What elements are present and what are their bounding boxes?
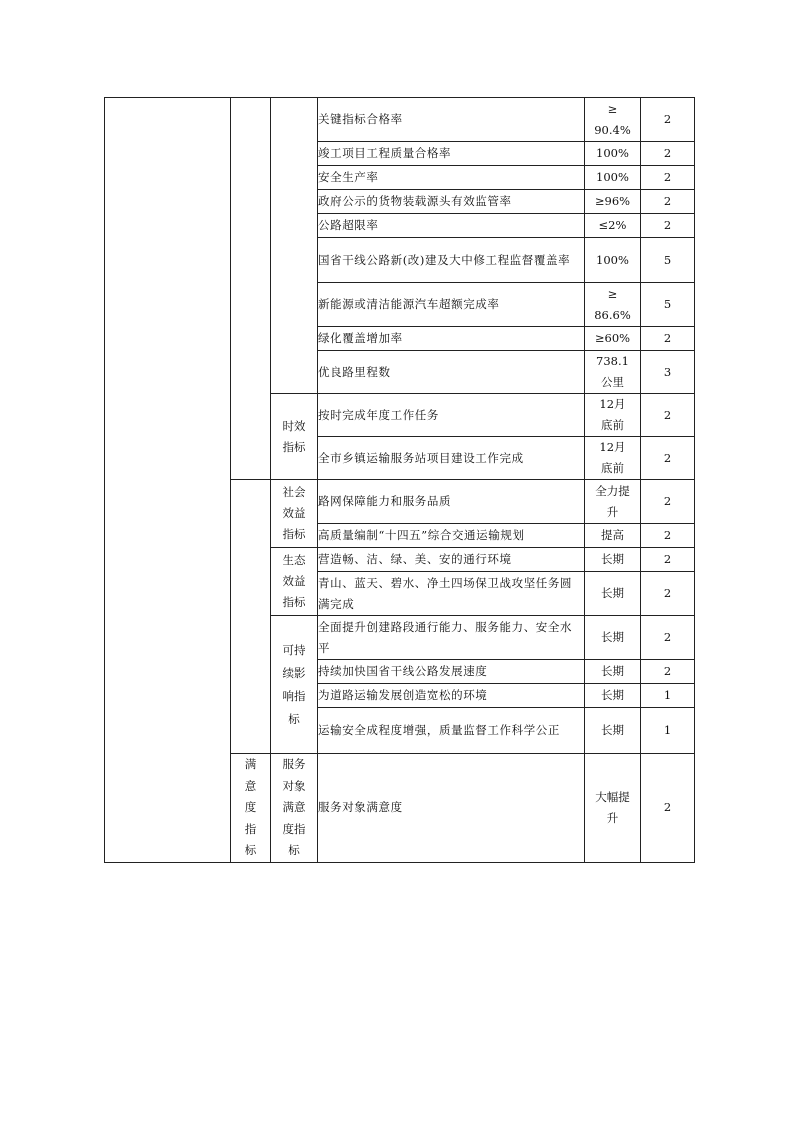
level2-indicator-cell	[231, 98, 271, 480]
indicator-name: 竣工项目工程质量合格率	[318, 142, 585, 166]
indicator-name: 安全生产率	[318, 166, 585, 190]
level3-indicator-cell	[271, 98, 318, 394]
indicator-value: 12月 底前	[585, 394, 641, 437]
indicator-value: ≥ 86.6%	[585, 283, 641, 327]
indicator-name: 新能源或清洁能源汽车超额完成率	[318, 283, 585, 327]
indicator-score: 2	[641, 480, 695, 524]
indicator-value: ≥60%	[585, 327, 641, 351]
indicator-score: 2	[641, 142, 695, 166]
indicator-name: 关键指标合格率	[318, 98, 585, 142]
indicator-name: 国省干线公路新(改)建及大中修工程监督覆盖率	[318, 238, 585, 283]
ecological-benefit-indicator-label: 生态效益指标	[271, 548, 318, 616]
indicator-value: 长期	[585, 708, 641, 754]
indicator-value: 提高	[585, 524, 641, 548]
indicator-value: 12月 底前	[585, 437, 641, 480]
indicator-name: 优良路里程数	[318, 351, 585, 394]
indicator-score: 2	[641, 660, 695, 684]
indicator-value: ≤2%	[585, 214, 641, 238]
indicator-score: 2	[641, 214, 695, 238]
indicator-value: 全力提 升	[585, 480, 641, 524]
indicator-name: 高质量编制“十四五”综合交通运输规划	[318, 524, 585, 548]
level2-effect-indicator-cell	[231, 480, 271, 754]
indicator-value: ≥96%	[585, 190, 641, 214]
indicator-score: 1	[641, 684, 695, 708]
indicator-value: 长期	[585, 572, 641, 616]
level1-indicator-cell	[105, 98, 231, 863]
indicator-value: 大幅提 升	[585, 754, 641, 863]
indicator-score: 2	[641, 327, 695, 351]
indicator-score: 2	[641, 524, 695, 548]
indicator-score: 1	[641, 708, 695, 754]
indicator-value: 100%	[585, 142, 641, 166]
indicator-score: 3	[641, 351, 695, 394]
indicator-value: 长期	[585, 684, 641, 708]
indicator-score: 2	[641, 190, 695, 214]
indicator-name: 营造畅、洁、绿、美、安的通行环境	[318, 548, 585, 572]
indicator-name: 运输安全成程度增强，质量监督工作科学公正	[318, 708, 585, 754]
indicator-value: 738.1 公里	[585, 351, 641, 394]
indicator-value: 100%	[585, 166, 641, 190]
timeliness-indicator-label: 时效指标	[271, 394, 318, 480]
indicator-score: 2	[641, 394, 695, 437]
indicator-name: 政府公示的货物装载源头有效监管率	[318, 190, 585, 214]
performance-indicator-table	[104, 97, 695, 863]
indicator-score: 2	[641, 548, 695, 572]
indicator-value: ≥ 90.4%	[585, 98, 641, 142]
indicator-score: 2	[641, 616, 695, 660]
indicator-value: 长期	[585, 548, 641, 572]
indicator-score: 5	[641, 283, 695, 327]
indicator-name: 绿化覆盖增加率	[318, 327, 585, 351]
indicator-score: 2	[641, 437, 695, 480]
indicator-score: 2	[641, 572, 695, 616]
table-row	[105, 98, 695, 142]
indicator-name: 公路超限率	[318, 214, 585, 238]
indicator-value: 100%	[585, 238, 641, 283]
indicator-value: 长期	[585, 616, 641, 660]
indicator-score: 2	[641, 98, 695, 142]
indicator-name: 全市乡镇运输服务站项目建设工作完成	[318, 437, 585, 480]
indicator-name: 持续加快国省干线公路发展速度	[318, 660, 585, 684]
sustainable-impact-indicator-label: 可持续影响指标	[271, 616, 318, 754]
indicator-score: 2	[641, 754, 695, 863]
satisfaction-indicator-label: 满意度指标	[231, 754, 271, 863]
indicator-value: 长期	[585, 660, 641, 684]
indicator-name: 青山、蓝天、碧水、净土四场保卫战攻坚任务圆满完成	[318, 572, 585, 616]
social-benefit-indicator-label: 社会效益指标	[271, 480, 318, 548]
indicator-name: 服务对象满意度	[318, 754, 585, 863]
service-object-satisfaction-label: 服务对象满意度指标	[271, 754, 318, 863]
indicator-name: 为道路运输发展创造宽松的环境	[318, 684, 585, 708]
indicator-name: 全面提升创建路段通行能力、服务能力、安全水平	[318, 616, 585, 660]
indicator-name: 路网保障能力和服务品质	[318, 480, 585, 524]
indicator-score: 2	[641, 166, 695, 190]
indicator-name: 按时完成年度工作任务	[318, 394, 585, 437]
indicator-score: 5	[641, 238, 695, 283]
